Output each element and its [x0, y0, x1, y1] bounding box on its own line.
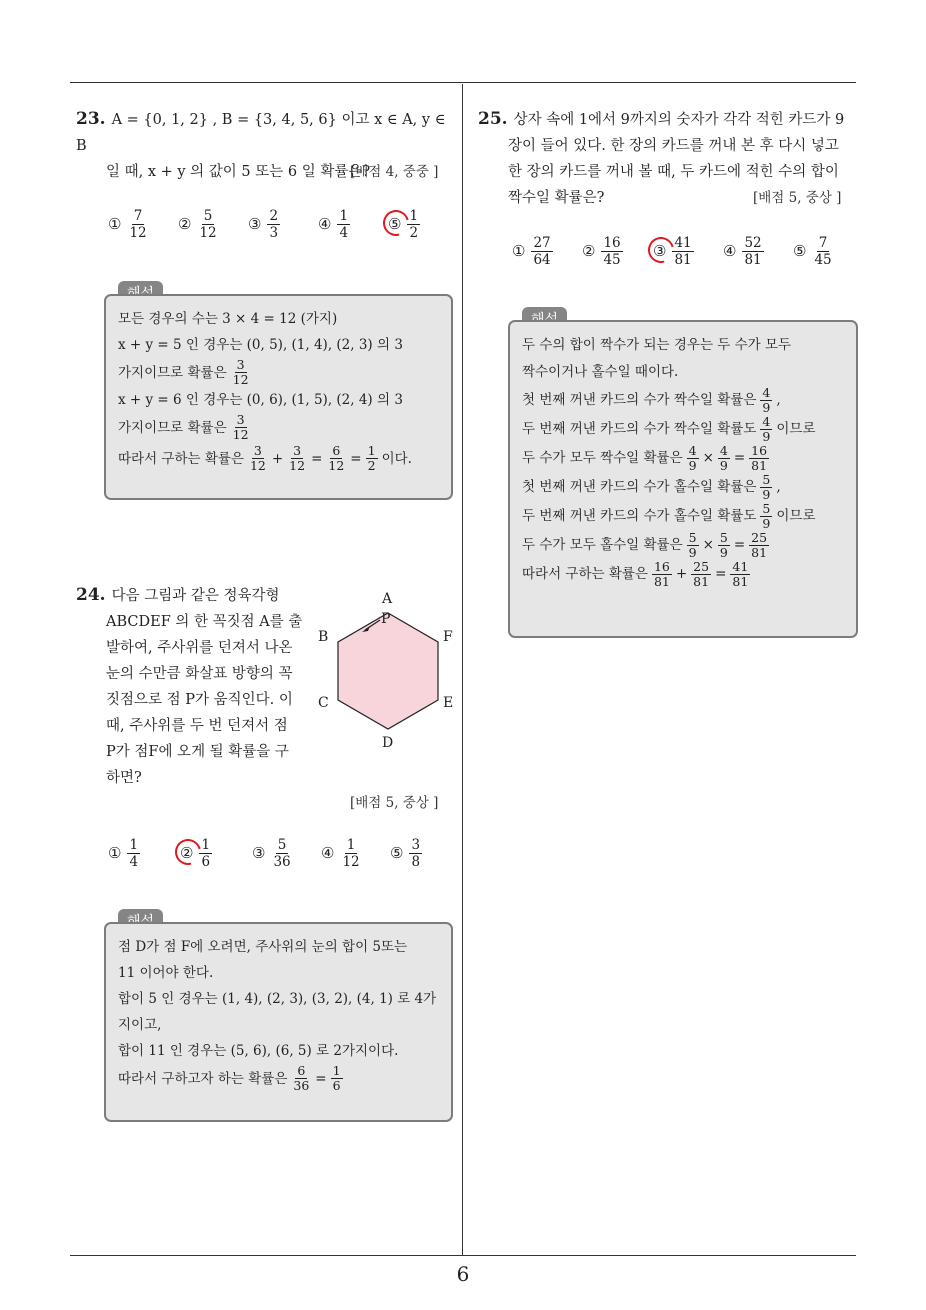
- solution-line: 점 D가 점 F에 오려면, 주사위의 눈의 합이 5또는: [118, 939, 408, 955]
- choice-mark: ③: [252, 844, 266, 862]
- stem-line: 짓점으로 점 P가 움직인다. 이: [106, 692, 293, 708]
- choice-2[interactable]: [582, 229, 623, 273]
- question-24-choices: [108, 831, 458, 875]
- solution-line: x + y = 5 인 경우는 (0, 5), (1, 4), (2, 3) 의 3: [118, 337, 403, 353]
- solution-line: 가지이므로 확률은 $\frac{3}{12}$: [118, 412, 249, 442]
- solution-line: 따라서 구하는 확률은 $\frac{3}{12}$ + $\frac{3}{12}$ = $\frac{6}{12}$ = $\frac{1}{2}$ 이다.: [118, 443, 412, 473]
- choice-fraction: $\frac{5}{12}$: [199, 207, 217, 241]
- choice-mark: ②: [582, 242, 596, 260]
- answer-circle-mark: ⑤: [388, 215, 402, 233]
- choice-mark: ②: [178, 215, 192, 233]
- choice-5[interactable]: [390, 831, 422, 875]
- choice-mark: ④: [723, 242, 737, 260]
- choice-4[interactable]: [723, 229, 764, 273]
- choice-fraction: $\frac{16}{45}$: [603, 234, 621, 268]
- question-25-score: [배점 5, 중상 ]: [753, 190, 842, 206]
- solution-line: 11 이어야 한다.: [118, 965, 214, 981]
- answer-circle-mark: ②: [180, 844, 194, 862]
- stem-line: P가 점F에 오게 될 확률을 구: [106, 744, 289, 760]
- choice-fraction: $\frac{5}{36}$: [273, 836, 291, 870]
- stem-line: 상자 속에 1에서 9까지의 숫자가 각각 적힌 카드가 9: [513, 112, 845, 128]
- choice-fraction: $\frac{1}{4}$: [129, 836, 139, 870]
- solution-line: 첫 번째 꺼낸 카드의 수가 짝수일 확률은 $\frac{4}{9}$ ,: [522, 385, 781, 415]
- solution-line: 가지이므로 확률은 $\frac{3}{12}$: [118, 357, 249, 387]
- solution-line: 두 수의 합이 짝수가 되는 경우는 두 수가 모두: [522, 337, 792, 353]
- choice-fraction: $\frac{1}{6}$: [201, 836, 211, 870]
- stem-line: 때, 주사위를 두 번 던져서 점: [106, 718, 288, 734]
- top-rule: [70, 82, 856, 83]
- choice-fraction: $\frac{1}{12}$: [342, 836, 360, 870]
- solution-line: 두 수가 모두 홀수일 확률은 $\frac{5}{9}$ × $\frac{5}{9}$ = $\frac{25}{81}$: [522, 530, 768, 560]
- stem-line: 눈의 수만큼 화살표 방향의 꼭: [106, 666, 293, 682]
- choice-mark: ④: [321, 844, 335, 862]
- vertex-label-c: C: [318, 695, 329, 711]
- choice-mark: ①: [512, 242, 526, 260]
- hexagon-figure: [310, 585, 460, 760]
- stem-line: 다음 그림과 같은 정육각형: [111, 588, 280, 604]
- question-number: 23.: [76, 109, 106, 129]
- stem-line: 짝수일 확률은?: [508, 190, 605, 206]
- choice-1[interactable]: [108, 831, 140, 875]
- question-25-choices: [512, 229, 857, 273]
- solution-line: 따라서 구하고자 하는 확률은 $\frac{6}{36}$ = $\frac{1}{6}$: [118, 1063, 341, 1093]
- solution-line: 모든 경우의 수는 3 × 4 = 12 (가지): [118, 311, 338, 327]
- page-number: 6: [456, 1262, 470, 1286]
- solution-line: 짝수이거나 홀수일 때이다.: [522, 364, 679, 380]
- choice-5[interactable]: [793, 229, 834, 273]
- column-divider: [462, 84, 463, 1256]
- choice-fraction: $\frac{2}{3}$: [269, 207, 279, 241]
- choice-2[interactable]: [178, 202, 219, 246]
- choice-fraction: $\frac{3}{8}$: [411, 836, 421, 870]
- choice-3[interactable]: [653, 229, 694, 273]
- question-24-score: [배점 5, 중상 ]: [350, 795, 439, 811]
- choice-4[interactable]: [321, 831, 362, 875]
- choice-5[interactable]: [388, 202, 420, 246]
- choice-mark: ③: [248, 215, 262, 233]
- choice-3[interactable]: [248, 202, 280, 246]
- hexagon-shape: [338, 613, 438, 729]
- choice-mark: ①: [108, 215, 122, 233]
- question-23-choices: [108, 202, 458, 246]
- point-label-p: P: [381, 611, 391, 627]
- solution-line: 지이고,: [118, 1017, 162, 1033]
- bottom-rule: [70, 1255, 856, 1256]
- vertex-label-a: A: [382, 591, 393, 607]
- solution-line: 두 번째 꺼낸 카드의 수가 짝수일 확률도 $\frac{4}{9}$ 이므로: [522, 414, 816, 444]
- stem-line: ABCDEF 의 한 꼭짓점 A를 출: [106, 614, 303, 630]
- question-number: 25.: [478, 109, 508, 129]
- choice-mark: ④: [318, 215, 332, 233]
- question-24-solution: [104, 922, 453, 1122]
- choice-fraction: $\frac{52}{81}$: [744, 234, 762, 268]
- vertex-label-d: D: [382, 735, 394, 751]
- choice-fraction: $\frac{1}{2}$: [409, 207, 419, 241]
- stem-line: 발하여, 주사위를 던져서 나온: [106, 640, 293, 656]
- solution-line: 첫 번째 꺼낸 카드의 수가 홀수일 확률은 $\frac{5}{9}$ ,: [522, 472, 781, 502]
- choice-4[interactable]: [318, 202, 350, 246]
- vertex-label-f: F: [443, 629, 453, 645]
- question-number: 24.: [76, 585, 106, 605]
- choice-fraction: $\frac{41}{81}$: [674, 234, 692, 268]
- question-23-score: [배점 4, 중중 ]: [350, 164, 439, 180]
- solution-line: 두 번째 꺼낸 카드의 수가 홀수일 확률도 $\frac{5}{9}$ 이므로: [522, 501, 816, 531]
- stem-line: 한 장의 카드를 꺼내 볼 때, 두 카드에 적힌 수의 합이: [508, 164, 839, 180]
- vertex-label-b: B: [318, 629, 329, 645]
- choice-mark: ⑤: [793, 242, 807, 260]
- question-23-solution: [104, 294, 453, 500]
- choice-1[interactable]: [108, 202, 149, 246]
- question-25-solution: [508, 320, 858, 638]
- solution-line: 두 수가 모두 짝수일 확률은 $\frac{4}{9}$ × $\frac{4}{9}$ = $\frac{16}{81}$: [522, 443, 768, 473]
- stem-line: 장이 들어 있다. 한 장의 카드를 꺼내 본 후 다시 넣고: [508, 138, 839, 154]
- choice-1[interactable]: [512, 229, 553, 273]
- choice-fraction: $\frac{7}{12}$: [129, 207, 147, 241]
- vertex-label-e: E: [443, 695, 454, 711]
- stem-line: 하면?: [106, 770, 142, 786]
- solution-line: x + y = 6 인 경우는 (0, 6), (1, 5), (2, 4) 의 3: [118, 392, 403, 408]
- solution-line: 합이 11 인 경우는 (5, 6), (6, 5) 로 2가지이다.: [118, 1043, 399, 1059]
- question-24-stem: [76, 582, 306, 791]
- answer-circle-mark: ③: [653, 242, 667, 260]
- choice-fraction: $\frac{27}{64}$: [533, 234, 551, 268]
- choice-fraction: $\frac{7}{45}$: [814, 234, 832, 268]
- choice-fraction: $\frac{1}{4}$: [339, 207, 349, 241]
- choice-3[interactable]: [252, 831, 293, 875]
- solution-line: 합이 5 인 경우는 (1, 4), (2, 3), (3, 2), (4, 1) 로 4가: [118, 991, 437, 1007]
- choice-2[interactable]: [180, 831, 212, 875]
- solution-line: 따라서 구하는 확률은 $\frac{16}{81}$ + $\frac{25}{81}$ = $\frac{41}{81}$: [522, 559, 749, 589]
- choice-mark: ⑤: [390, 844, 404, 862]
- choice-mark: ①: [108, 844, 122, 862]
- stem-line: 일 때, x + y 의 값이 5 또는 6 일 확률은?: [106, 164, 371, 180]
- stem-line: A = {0, 1, 2} , B = {3, 4, 5, 6} 이고 x ∈ A, y ∈ B: [76, 112, 446, 154]
